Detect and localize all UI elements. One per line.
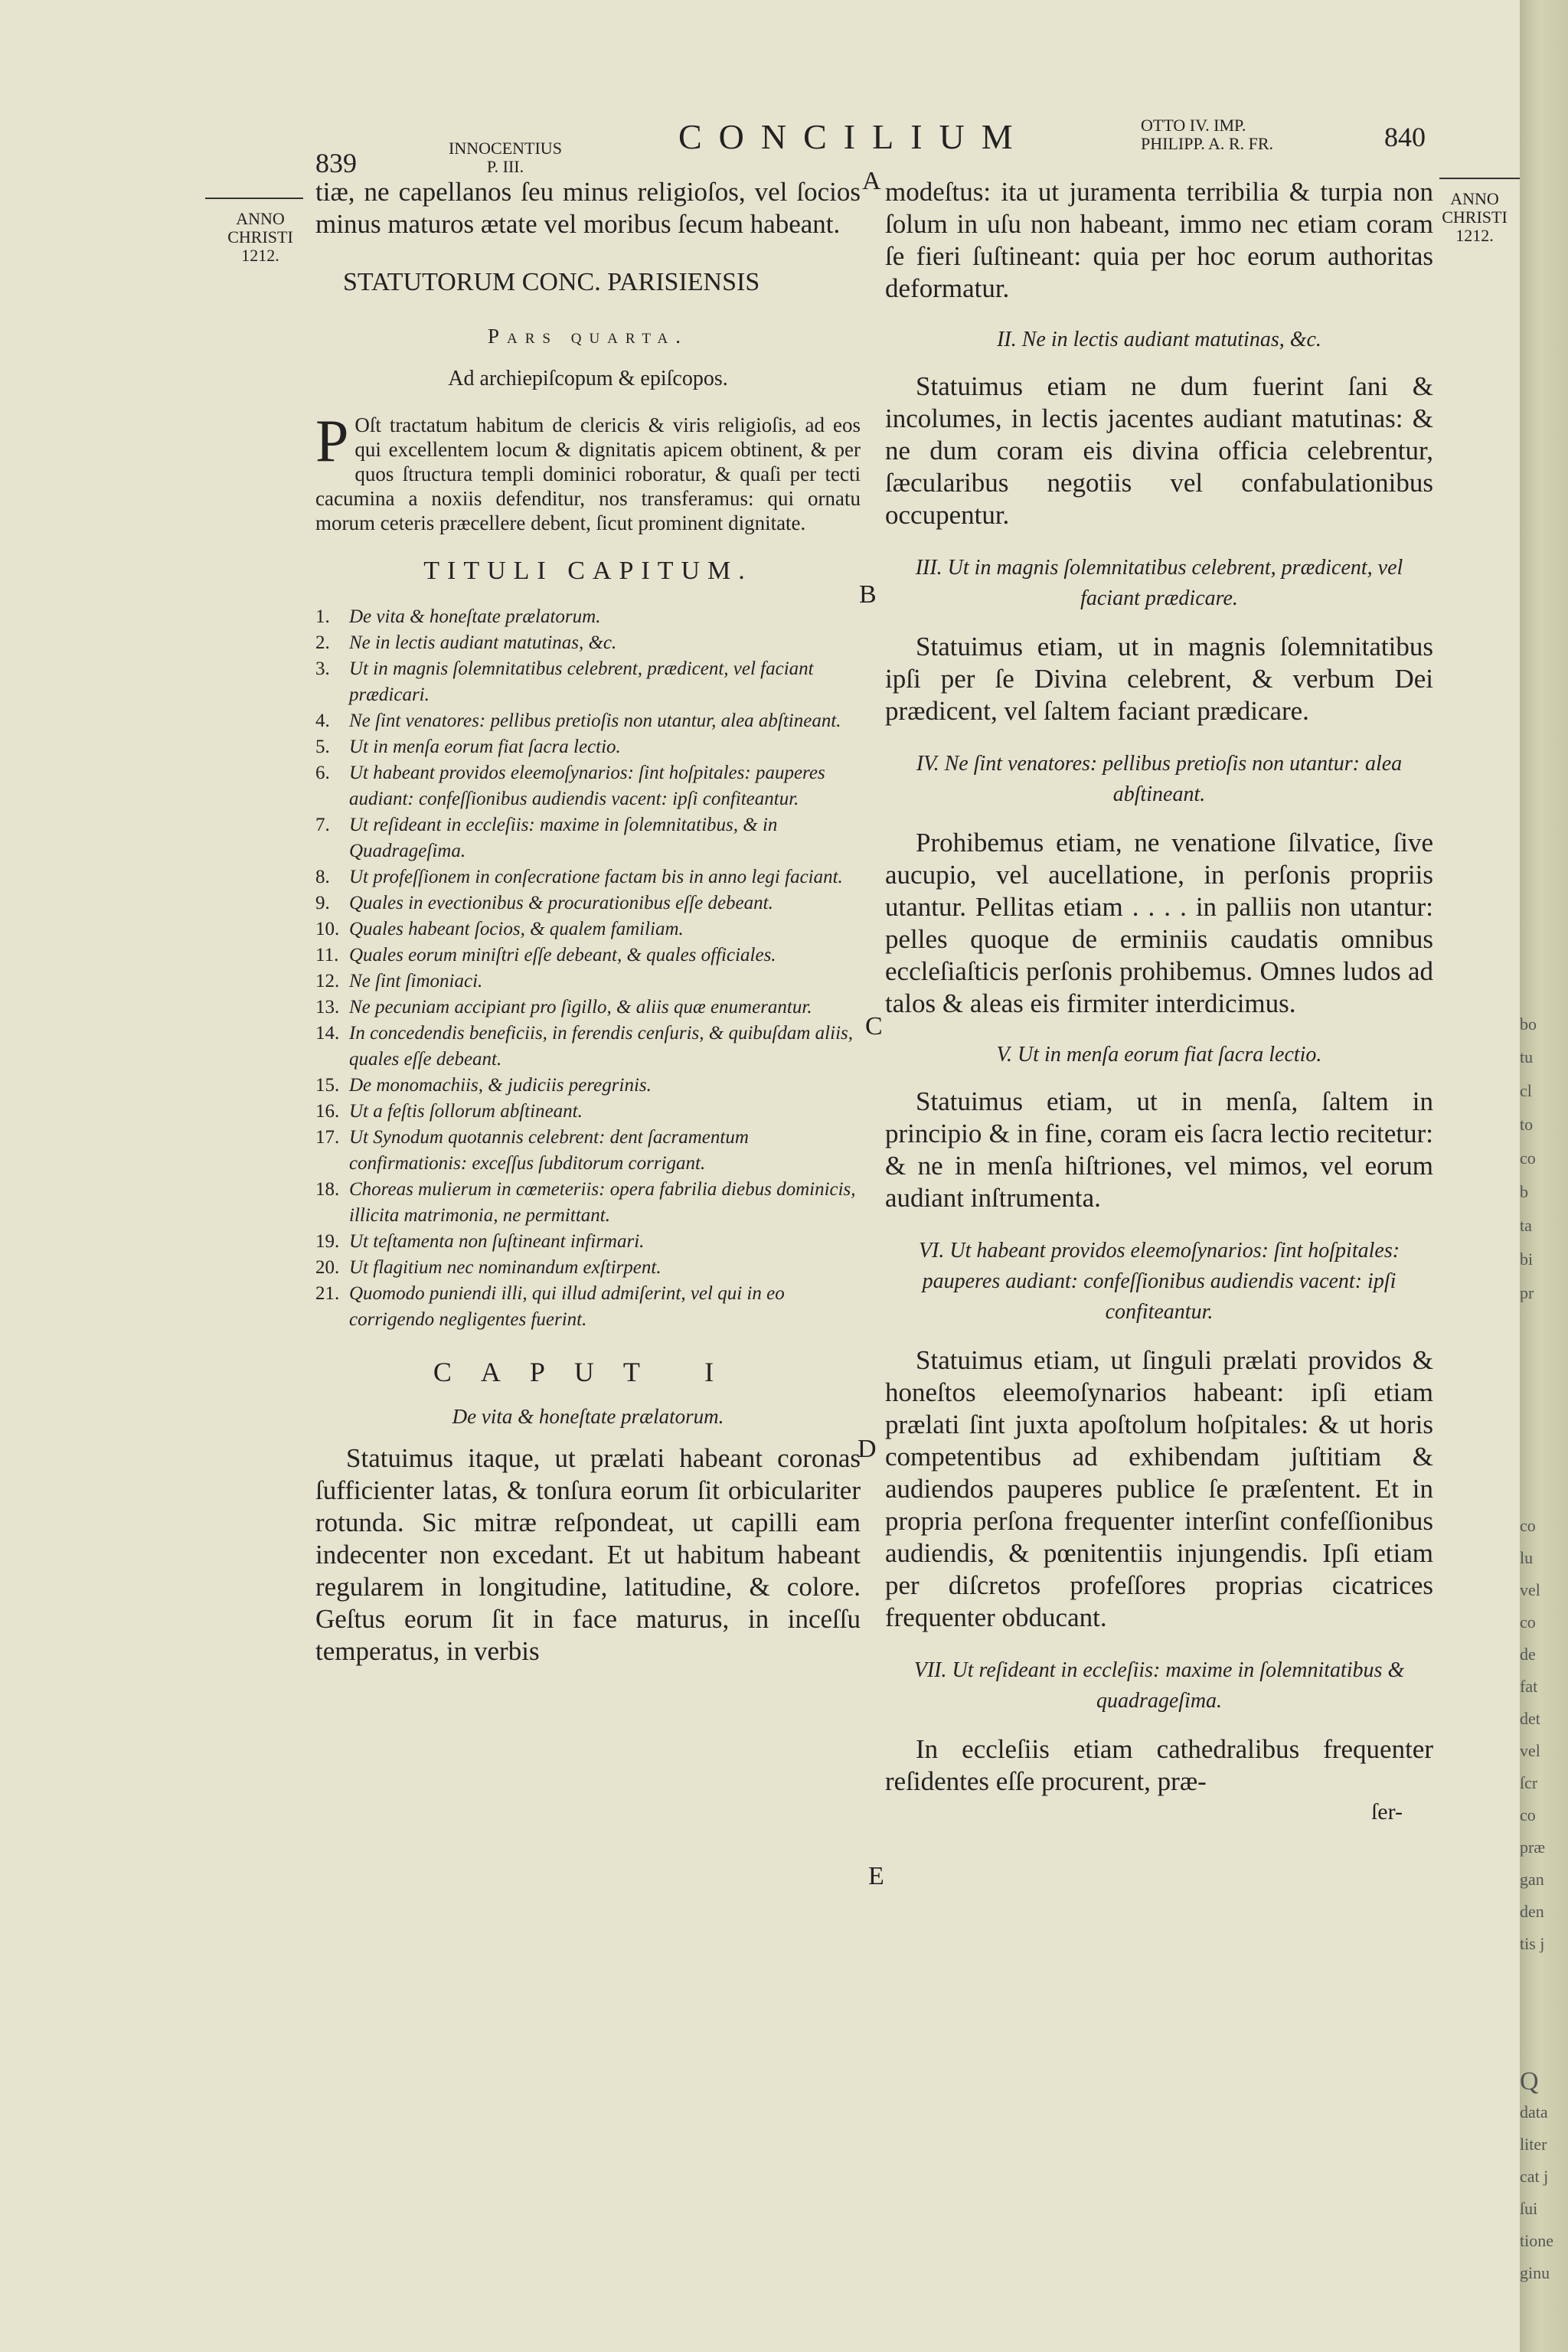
section-text: Statuimus etiam, ut in menſa, ſaltem in principio & in fine, coram eis ſacra lectio recitetur: & ne in menſa hiſtriones, vel mimos, vel eorum audiant inſtrumenta. <box>885 1086 1433 1213</box>
toc-number: 13. <box>315 997 340 1018</box>
toc-number: 7. <box>315 815 330 835</box>
chapter-list <box>315 604 861 1333</box>
toc-item <box>315 734 861 760</box>
section-text: Statuimus etiam, ut ſinguli prælati providos & honeſtos eleemoſynarios habeant: ipſi etiam prælati ſint juxta apoſtolum hoſpitales: & ut horis competentibus ad exhibendam juſtitiam & audiendos pauperes publice ſe præſentent. Et in propria perſona frequenter interſint confeſſionibus audiendis, & pœnitentiis injungendis. Ipſi etiam per diſcretos profeſſores proprias cicatrices frequenter obducant. <box>885 1345 1433 1632</box>
toc-number: 21. <box>315 1283 340 1304</box>
edge-fragment: lu <box>1520 1548 1534 1567</box>
toc-number: 3. <box>315 658 330 679</box>
margin-letter-b: B <box>859 580 877 609</box>
pope-name: INNOCENTIUS <box>449 139 562 158</box>
toc-number: 1. <box>315 606 330 627</box>
ad-heading: Ad archiepiſcopum & epiſcopos. <box>448 367 728 390</box>
toc-title: Quales habeant ſocios, & qualem familiam. <box>349 919 684 939</box>
toc-item <box>315 812 861 864</box>
section-text: In eccleſiis etiam cathedralibus frequenter reſidentes eſſe procurent, præ- <box>885 1734 1433 1796</box>
toc-title: Ut flagitium nec nominandum exſtirpent. <box>349 1257 662 1278</box>
right-opening-text: modeſtus: ita ut juramenta terribilia & turpia non ſolum in uſu non habeant, immo nec etiam coram ſe fieri ſuſtineant: quia per hoc eorum authoritas deformatur. <box>885 177 1433 303</box>
running-head-emperor <box>1141 116 1325 153</box>
edge-fragment: tione <box>1520 2231 1553 2250</box>
section-heading: III. Ut in magnis ſolemnitatibus celebrent, prædicent, vel faciant prædicare. <box>915 556 1403 610</box>
margin-letter-e: E <box>868 1862 884 1890</box>
toc-item <box>315 1073 861 1099</box>
catchword: ſer- <box>1370 1799 1403 1824</box>
edge-fragment: fat <box>1520 1677 1538 1696</box>
toc-item <box>315 1281 861 1333</box>
toc-title: De vita & honeſtate prælatorum. <box>349 606 601 627</box>
caput-subheading: De vita & honeſtate prælatorum. <box>452 1405 724 1428</box>
edge-fragment: den <box>1520 1902 1544 1921</box>
section-text: Statuimus etiam, ut in magnis ſolemnitatibus ipſi per ſe Divina celebrent, & verbum Dei prædicent, vel ſaltem faciant prædicare. <box>885 632 1433 726</box>
toc-title: Ut a feſtis ſollorum abſtineant. <box>349 1101 583 1122</box>
toc-number: 9. <box>315 893 330 913</box>
toc-item <box>315 942 861 969</box>
edge-fragment: pr <box>1520 1283 1534 1302</box>
page-number-left: 839 <box>315 148 357 178</box>
toc-title: In concedendis beneficiis, in ferendis cenſuris, & quibuſdam aliis, quales eſſe debeant. <box>349 1023 853 1070</box>
section-heading: II. Ne in lectis audiant matutinas, &c. <box>997 328 1321 351</box>
edge-fragment: cat j <box>1520 2167 1549 2186</box>
toc-item <box>315 1125 861 1177</box>
running-title: CONCILIUM <box>678 117 1030 156</box>
margin-letter-c: C <box>865 1012 883 1040</box>
toc-number: 19. <box>315 1231 340 1252</box>
edge-fragment: ſui <box>1520 2199 1538 2218</box>
toc-number: 15. <box>315 1075 340 1096</box>
statuta-title: STATUTORUM CONC. PARISIENSIS <box>343 268 760 296</box>
toc-number: 4. <box>315 710 330 731</box>
intro-paragraph <box>315 407 861 535</box>
toc-number: 16. <box>315 1101 340 1122</box>
section-heading: V. Ut in menſa eorum fiat ſacra lectio. <box>996 1043 1322 1067</box>
caput-heading: CAPUT I <box>433 1357 743 1387</box>
edge-fragment: præ <box>1520 1838 1545 1857</box>
toc-item <box>315 760 861 812</box>
toc-item <box>315 1229 861 1255</box>
edge-fragment: data <box>1520 2102 1548 2122</box>
toc-number: 14. <box>315 1023 340 1044</box>
anno-word: ANNO <box>236 209 285 228</box>
toc-number: 10. <box>315 919 340 939</box>
toc-title: Ut reſideant in eccleſiis: maxime in ſolemnitatibus, & in Quadrageſima. <box>349 815 778 861</box>
toc-title: Ut profeſſionem in conſecratione factam bis in anno legi faciant. <box>349 867 843 887</box>
toc-item <box>315 890 861 916</box>
section-text: Prohibemus etiam, ne venatione ſilvatice, ſive aucupio, vel aucellatione, in perſonis propriis utantur. Pellitas etiam . . . . in palliis non utantur: pelles quoque de erminiis caudatis omnibus eccleſiaſticis perſonis prohibemus. Omnes ludos ad talos & aleas eis firmiter interdicimus. <box>885 828 1433 1018</box>
edge-fragment: ginu <box>1520 2263 1550 2282</box>
toc-title: Choreas mulierum in cœmeteriis: opera fabrilia diebus dominicis, illicita matrimonia, ne permittant. <box>349 1179 856 1226</box>
edge-fragment: b <box>1520 1182 1528 1201</box>
edge-fragment: vel <box>1520 1580 1540 1599</box>
toc-item <box>315 630 861 656</box>
edge-fragment: ſcr <box>1520 1773 1538 1792</box>
toc-number: 18. <box>315 1179 340 1200</box>
drop-cap: P <box>315 407 349 474</box>
anno-year: 1212. <box>241 246 279 265</box>
edge-fragment: co <box>1520 1516 1536 1535</box>
toc-title: Quomodo puniendi illi, qui illud admiſerint, vel qui in eo corrigendo negligentes fuerint. <box>349 1283 785 1330</box>
section-heading: VI. Ut habeant providos eleemoſynarios: ſint hoſpitales: pauperes audiant: confeſſionibus audiendis vacent: ipſi confiteantur. <box>918 1239 1400 1324</box>
right-column <box>885 176 1433 1825</box>
edge-fragment: gan <box>1520 1870 1544 1889</box>
edge-fragment: Q <box>1520 2067 1539 2096</box>
toc-title: Quales eorum miniſtri eſſe debeant, & quales officiales. <box>349 945 776 965</box>
toc-number: 2. <box>315 632 330 653</box>
edge-fragment: cl <box>1520 1081 1532 1100</box>
toc-item <box>315 1021 861 1073</box>
toc-title: Ut Synodum quotannis celebrent: dent ſacramentum confirmationis: exceſſus ſubditorum corrigant. <box>349 1127 749 1174</box>
pars-heading: Pars quarta. <box>488 325 688 348</box>
toc-item <box>315 1255 861 1281</box>
running-head-pope <box>429 139 582 176</box>
toc-item <box>315 864 861 890</box>
toc-item <box>315 916 861 942</box>
caput-text: Statuimus itaque, ut prælati habeant coronas ſufficienter latas, & tonſura eorum ſit orbiculariter rotunda. Sic mitræ reſpondeat, ut capilli eam indecenter non excedant. Et ut habitum habeant regularem in longitudine, latitudine, & colore. Geſtus eorum ſit in face maturus, in inceſſu temperatus, in verbis <box>315 1443 861 1666</box>
edge-fragment: de <box>1520 1645 1536 1664</box>
toc-title: Ut in magnis ſolemnitatibus celebrent, prædicent, vel faciant prædicari. <box>349 658 814 705</box>
toc-item <box>315 656 861 708</box>
toc-number: 11. <box>315 945 339 965</box>
toc-item <box>315 604 861 630</box>
toc-item <box>315 1177 861 1229</box>
edge-fragment: co <box>1520 1805 1536 1824</box>
emperor-name: OTTO IV. IMP. <box>1141 116 1246 135</box>
section-heading: VII. Ut reſideant in eccleſiis: maxime in ſolemnitatibus & quadrageſima. <box>913 1658 1405 1713</box>
king-name: PHILIPP. A. R. FR. <box>1141 134 1274 153</box>
toc-title: Ne ſint venatores: pellibus pretioſis non utantur, alea abſtineant. <box>349 710 841 731</box>
toc-title: Ut teſtamenta non ſuſtineant infirmari. <box>349 1231 645 1252</box>
anno-word: ANNO <box>1450 189 1499 208</box>
section-text: Statuimus etiam ne dum fuerint ſani & incolumes, in lectis jacentes audiant matutinas: & ne dum coram eis divina officia celebrentur, ſæcularibus negotiis vel confabulationibus occupentur. <box>885 371 1433 530</box>
edge-fragment: bi <box>1520 1250 1534 1269</box>
toc-number: 8. <box>315 867 330 887</box>
edge-fragment: bo <box>1520 1014 1537 1034</box>
toc-title: Ne ſint ſimoniaci. <box>349 971 483 991</box>
edge-fragment: ta <box>1520 1216 1532 1235</box>
toc-title: Quales in evectionibus & procurationibus eſſe debeant. <box>349 893 773 913</box>
toc-number: 20. <box>315 1257 340 1278</box>
christi-word: CHRISTI <box>227 227 293 247</box>
anno-rule-right <box>1439 178 1520 179</box>
toc-item <box>315 995 861 1021</box>
edge-fragment: vel <box>1520 1741 1540 1760</box>
edge-fragment: tu <box>1520 1047 1534 1067</box>
intro-text: Oſt tractatum habitum de clericis & viris religioſis, ad eos qui excellentem locum & dignitatis apicem obtinent, & per quos ſtructura templi dominici roboratur, & quaſi per tecti cacumina a noxiis defenditur, nos transferamus: qui ornatu morum ceteris præcellere debent, ſicut prominent dignitate. <box>315 413 861 534</box>
toc-item <box>315 1099 861 1125</box>
edge-fragment: det <box>1520 1709 1540 1728</box>
pope-number: P. III. <box>486 157 524 176</box>
toc-title: Ut in menſa eorum fiat ſacra lectio. <box>349 737 621 757</box>
toc-item <box>315 708 861 734</box>
toc-title: De monomachiis, & judiciis peregrinis. <box>349 1075 652 1096</box>
anno-year: 1212. <box>1455 226 1494 245</box>
left-column <box>315 176 861 1668</box>
facing-page-edge <box>1520 0 1568 2352</box>
margin-letter-d: D <box>858 1435 877 1463</box>
margin-letter-a: A <box>862 167 881 195</box>
edge-fragment: to <box>1520 1115 1534 1134</box>
toc-number: 5. <box>315 737 330 757</box>
toc-number: 6. <box>315 763 330 783</box>
edge-fragment: liter <box>1520 2135 1547 2154</box>
toc-title: Ne in lectis audiant matutinas, &c. <box>349 632 617 653</box>
anno-christi-left <box>214 210 306 265</box>
tituli-heading: TITULI CAPITUM. <box>423 557 753 585</box>
toc-item <box>315 969 861 995</box>
anno-rule-left <box>205 198 303 199</box>
left-opening-text: tiæ, ne capellanos ſeu minus religioſos, vel ſocios minus maturos ætate vel moribus ſecum habeant. <box>315 177 861 239</box>
toc-title: Ut habeant providos eleemoſynarios: ſint hoſpitales: pauperes audiant: confeſſionibus audiendis vacent: ipſi confiteantur. <box>349 763 825 809</box>
edge-fragment: tis j <box>1520 1934 1545 1953</box>
toc-title: Ne pecuniam accipiant pro ſigillo, & aliis quæ enumerantur. <box>349 997 812 1018</box>
page-number-right: 840 <box>1384 122 1426 152</box>
christi-word: CHRISTI <box>1442 207 1508 227</box>
section-heading: IV. Ne ſint venatores: pellibus pretioſis non utantur: alea abſtineant. <box>916 752 1403 806</box>
toc-number: 12. <box>315 971 340 991</box>
anno-christi-right <box>1436 190 1513 245</box>
edge-fragment: co <box>1520 1148 1536 1168</box>
edge-fragment: co <box>1520 1612 1536 1632</box>
toc-number: 17. <box>315 1127 340 1148</box>
